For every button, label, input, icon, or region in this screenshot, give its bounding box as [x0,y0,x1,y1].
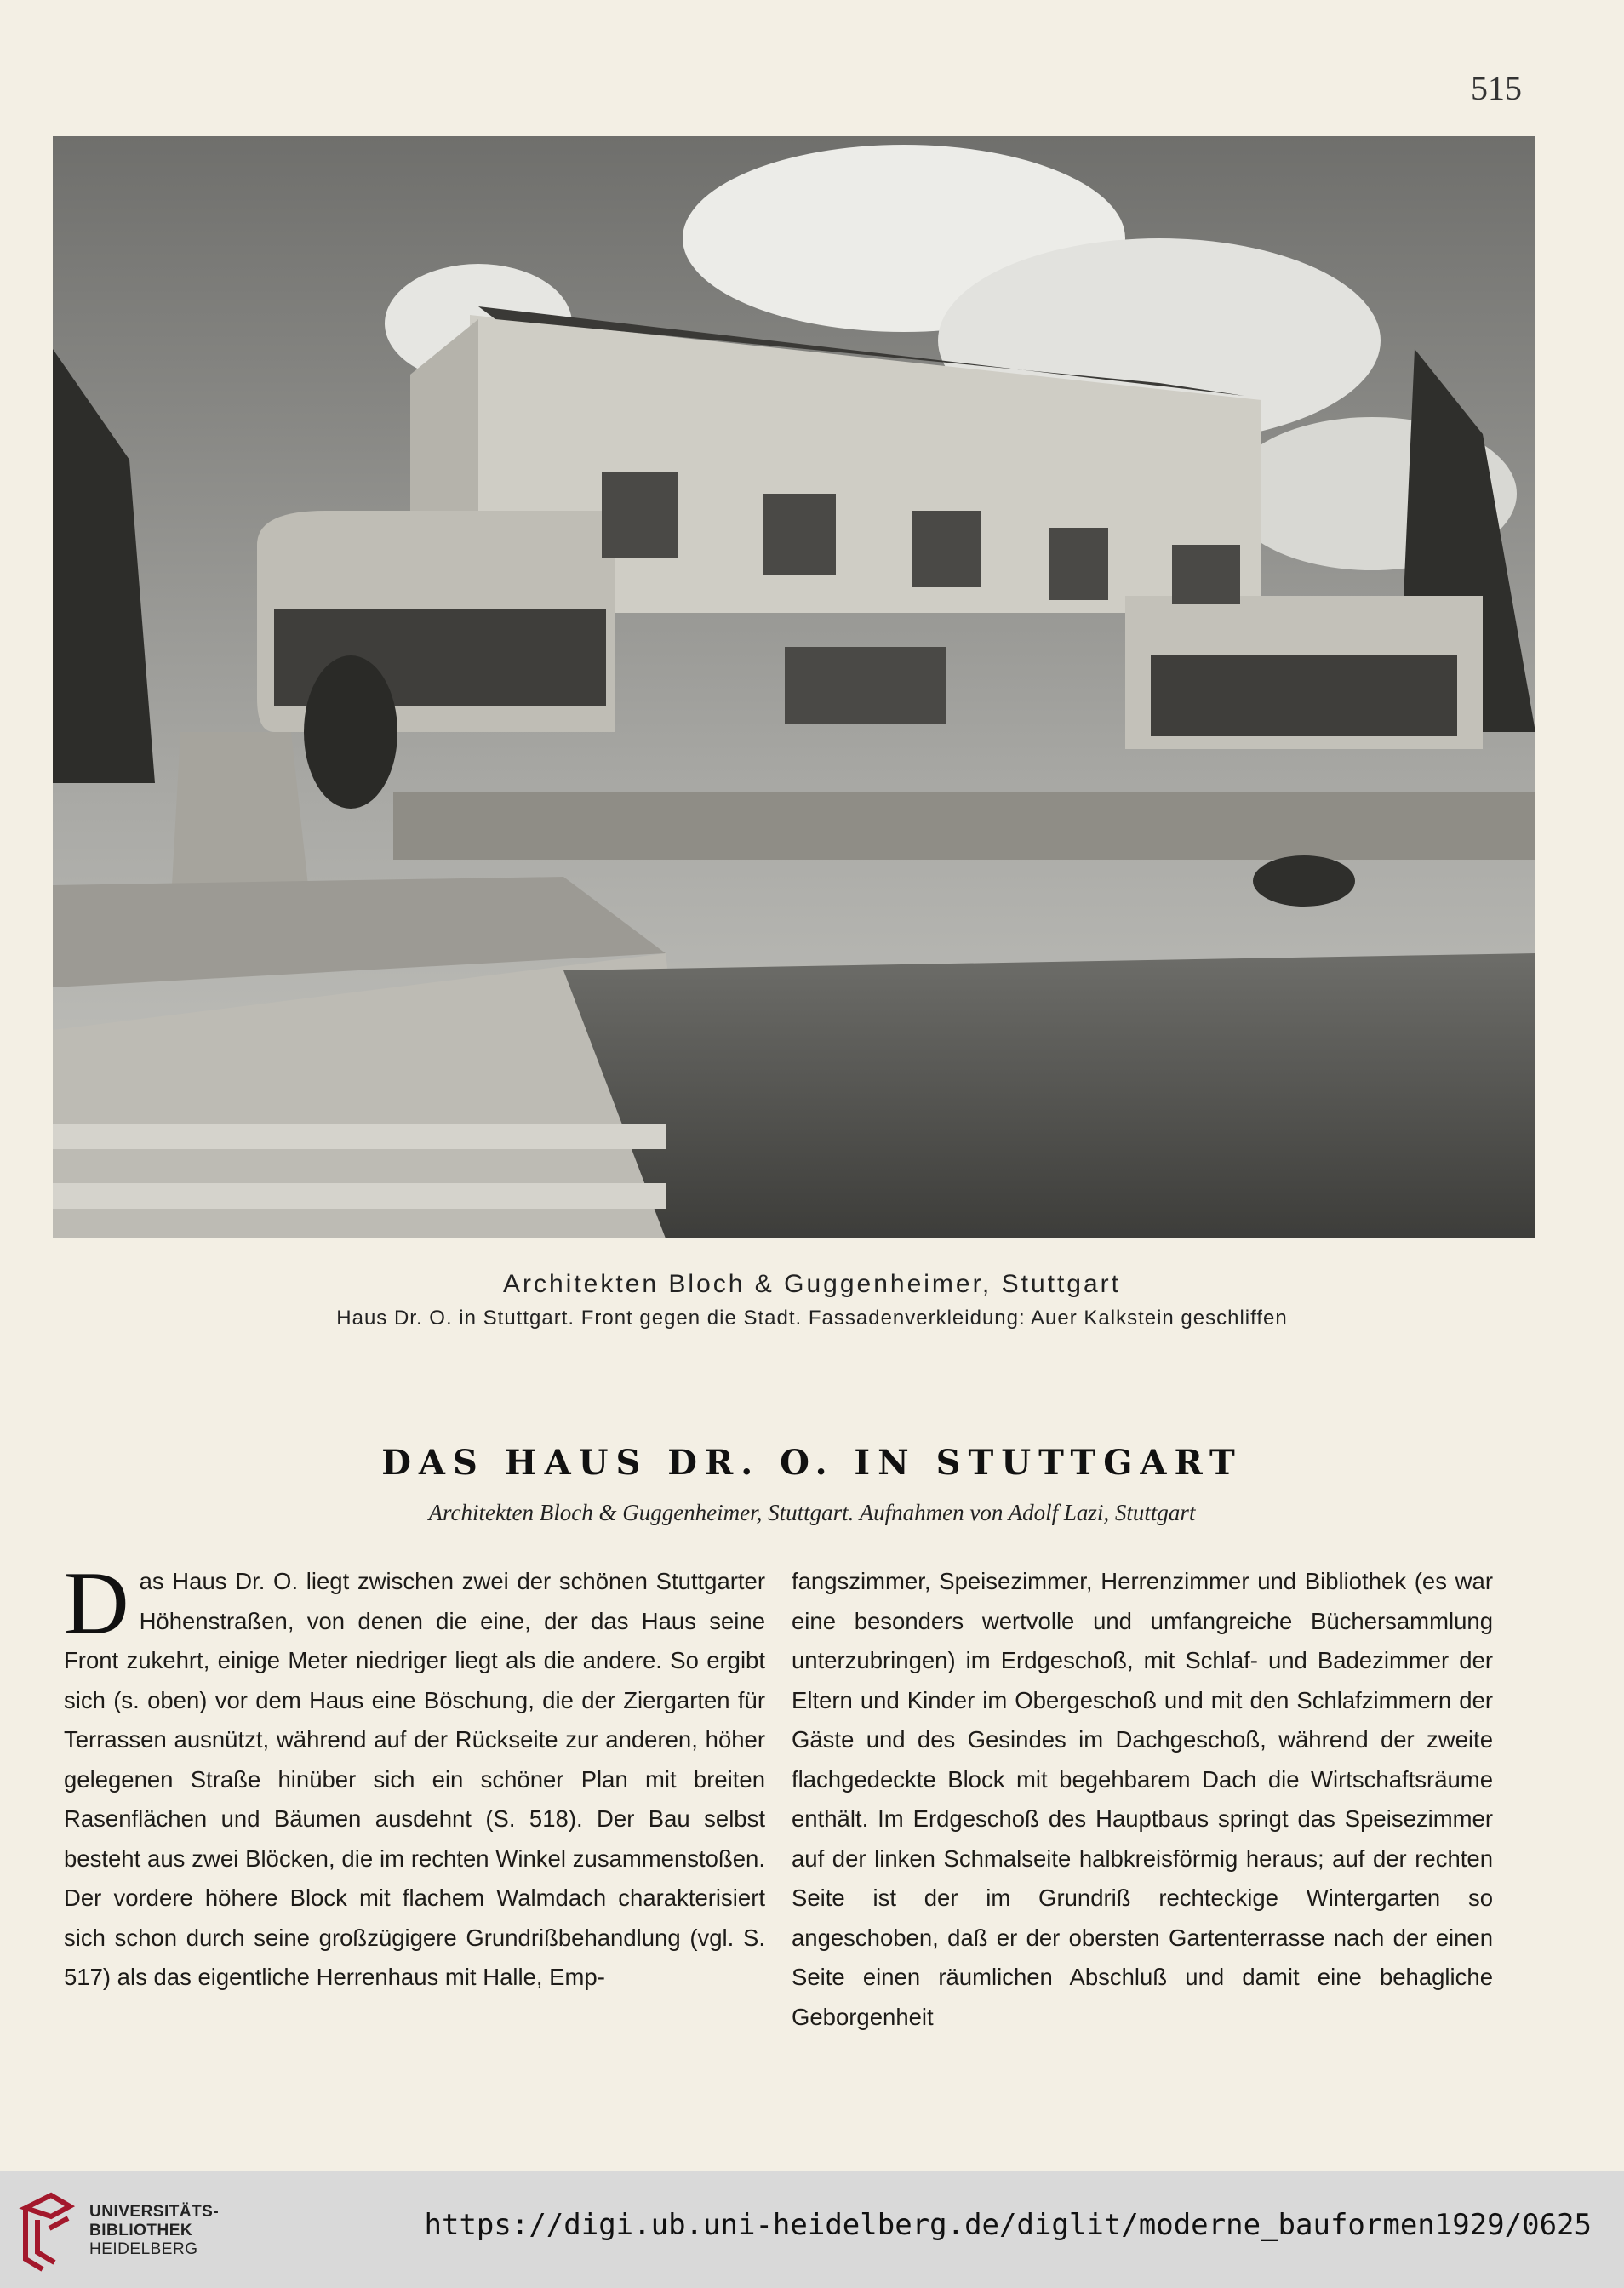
page-number: 515 [1471,69,1522,107]
figure-caption-description: Haus Dr. O. in Stuttgart. Front gegen die Stadt. Fassadenverkleidung: Auer Kalkstein geschliffen [336,1307,1288,1330]
library-name-line3: HEIDELBERG [89,2240,198,2258]
library-name-line2: BIBLIOTHEK [89,2222,193,2239]
right-column-text: fangszimmer, Speisezimmer, Herrenzimmer und Bibliothek (es war eine besonders wertvolle und umfangreiche Büchersammlung unterzubringen) im Erdgeschoß, mit Schlaf- und Badezimmer der Eltern und Kinder im Obergeschoß und mit den Schlafzimmern der Gäste und des Gesindes im Dachgeschoß, während der zweite flachgedeckte Block mit begehbarem Dach die Wirtschaftsräume enthält. Im Erdgeschoß des Hauptbaus springt das Speisezimmer auf der linken Schmalseite halbkreisförmig heraus; auf der rechten Seite ist der im Grundriß rechteckige Wintergarten so angeschoben, daß er der obersten Gartenterrasse nach der einen Seite einen räumlichen Abschluß und damit eine behagliche Geborgenheit [792,1568,1493,2030]
article-title: DAS HAUS DR. O. IN STUTTGART [381,1443,1243,1483]
house-photo-illustration [53,136,1535,1238]
left-column-text: as Haus Dr. O. liegt zwischen zwei der schönen Stuttgarter Höhenstraßen, von denen die eine, der das Haus seine Front zukehrt, einige Meter niedriger liegt als die andere. So ergibt sich (s. oben) vor dem Haus eine Böschung, die der Ziergarten für Terrassen ausnützt, während auf der Rückseite zur anderen, höher gelegenen Straße hinüber sich ein schöner Plan mit breiten Rasenflächen und Bäumen ausdehnt (S. 518). Der Bau selbst besteht aus zwei Blöcken, die im rechten Winkel zusammenstoßen. Der vordere höhere Block mit flachem Walmdach charakterisiert sich schon durch seine großzügigere Grundrißbehandlung (vgl. S. 517) als das eigentliche Herrenhaus mit Halle, Emp- [64,1568,765,1990]
figure-caption-architects: Architekten Bloch & Guggenheimer, Stuttgart [503,1270,1121,1298]
source-url-link[interactable]: https://digi.ub.uni-heidelberg.de/diglit/moderne_bauformen1929/0625 [424,2208,1592,2242]
university-library-logo-icon [17,2191,78,2273]
footer-bar [0,2171,1624,2288]
drop-cap: D [64,1553,129,1653]
house-photograph [53,136,1535,1238]
library-name-line1: UNIVERSITÄTS- [89,2203,220,2221]
article-subtitle: Architekten Bloch & Guggenheimer, Stuttgart. Aufnahmen von Adolf Lazi, Stuttgart [428,1500,1196,1525]
library-name [89,2203,219,2259]
article-left-column [64,1553,765,1998]
article-right-column [792,1562,1493,2037]
